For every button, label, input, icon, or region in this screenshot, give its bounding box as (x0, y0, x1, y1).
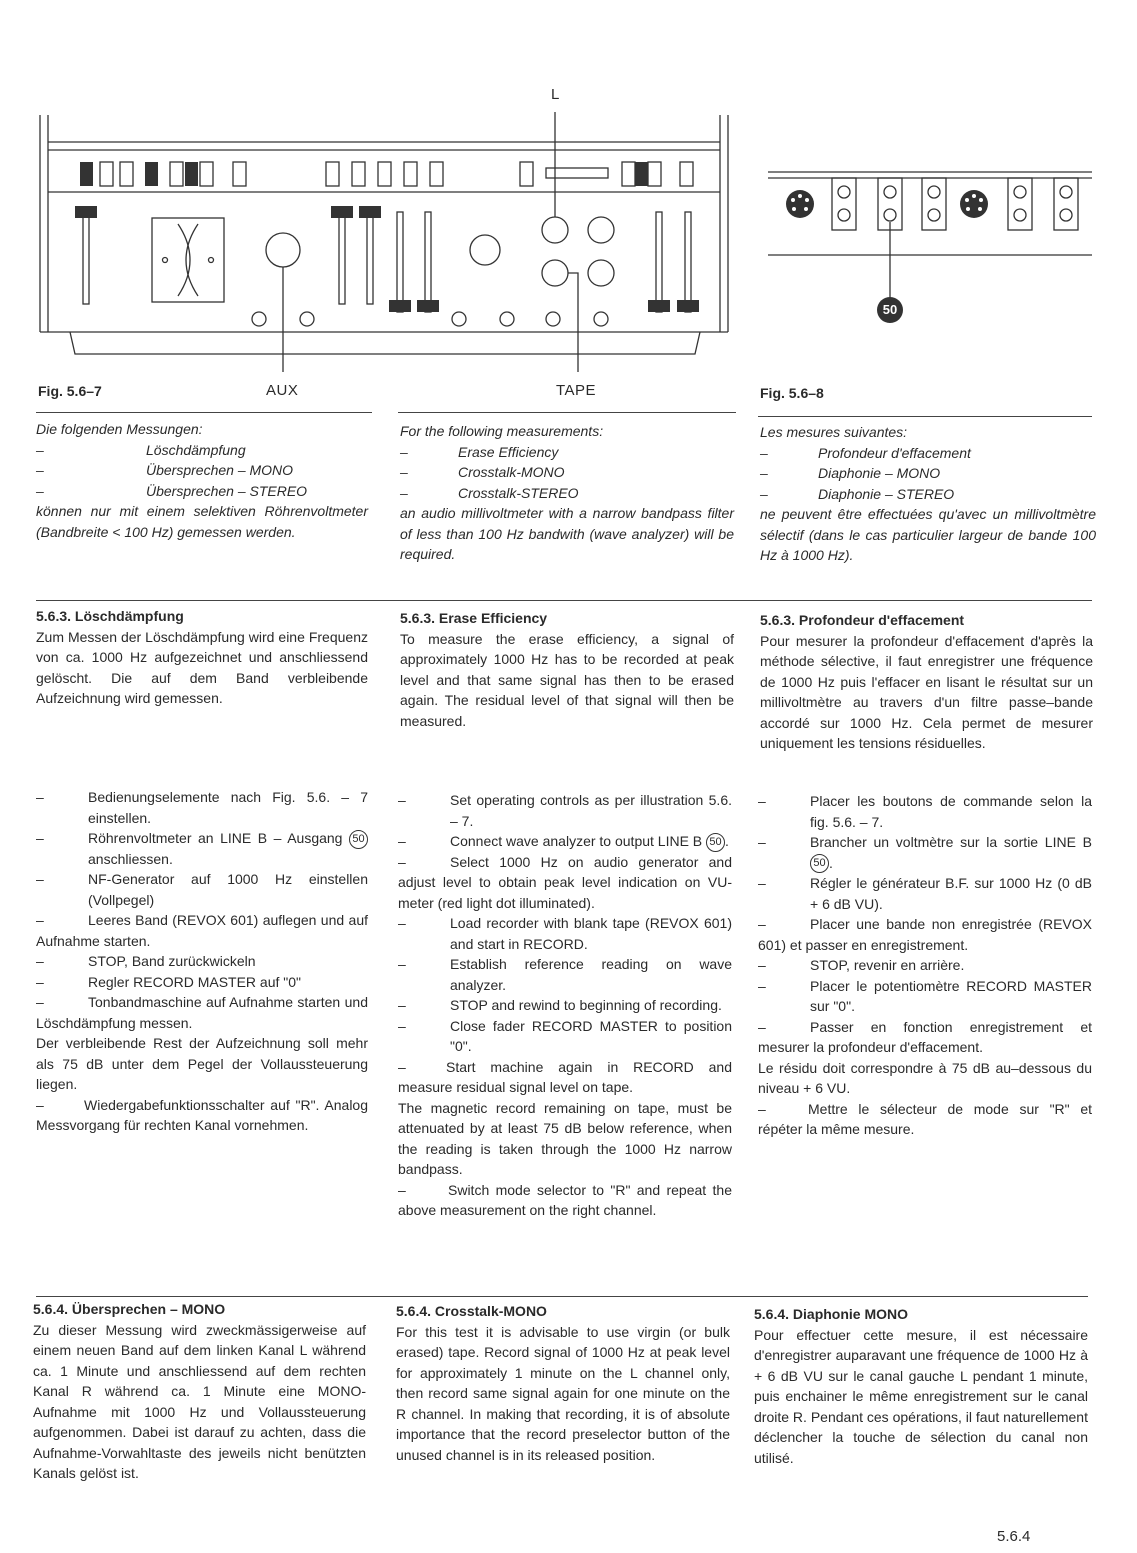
section-5-6-4-en: 5.6.4. Crosstalk-MONO For this test it is advisable to use virgin (or bulk erased) tape. Record signal of 1000 Hz at peak level for approximately 1 minute on the L channel only, then record same signal again for one minute on the R channel. In making that recording, it is of absolute importance that the record preselector button of the unused channel is in its released position. (396, 1303, 730, 1463)
figure-caption-5-6-7: Fig. 5.6–7 (38, 383, 102, 399)
connector-50-ref: 50 (349, 830, 368, 849)
section-5-6-3-en: 5.6.3. Erase Efficiency To measure the erase efficiency, a signal of approximately 1000 Hz has to be recorded at peak level and that same signal has then to be erased again. The residual level of that signal will then be measured. (400, 610, 734, 729)
connector-50-ref: 50 (706, 833, 725, 852)
section-5-6-3-de: 5.6.3. Löschdämpfung Zum Messen der Löschdämpfung wird eine Frequenz von ca. 1000 Hz aufgezeichnet und anschliessend gelöscht. Die auf dem Band verbleibende Aufzeichnung wird gemessen. (36, 608, 368, 706)
section-5-6-4-de: 5.6.4. Übersprechen – MONO Zu dieser Messung wird zweckmässigerweise auf einem neuen Band auf dem linken Kanal L während ca. 1 Minute und anschliessend auf dem rechten Kanal R während ca. 1 Minute eine MONO-Aufnahme mit 1000 Hz und Vollaussteuerung aufgenommen. Dabei ist darauf zu achten, dass die Aufnahme-Vorwahltaste des jeweils nicht benützten Kanals gelöst ist. (33, 1301, 366, 1481)
rear-connector-diagram (760, 160, 1100, 330)
section-5-6-4-fr: 5.6.4. Diaphonie MONO Pour effectuer cette mesure, il est nécessaire d'enregistrer auparavant une fréquence de 1000 Hz à + 6 dB VU sur le canal gauche L pendant 1 minute, puis enchainer le même enregistrement sur le canal droite R. Pendant ces opérations, il faut naturellement déclencher la touche de sélection du canal non utilisé. (754, 1306, 1088, 1466)
figure-label-tape: TAPE (556, 382, 597, 399)
steps-en: – Set operating controls as per illustration 5.6. – 7. – Connect wave analyzer to output LINE B 50 . – Select 1000 Hz on audio generator and adjust level to obtain peak level indication on VU-meter (red light dot illuminated). – Load recorder with blank tape (REVOX 601) and start in RECORD. – Establish reference reading on wave analyzer. – STOP and rewind to beginning of recording. – Close fader RECORD MASTER to position "0". – Start machine again in RECORD and measure residual signal level on tape. The magnetic record remaining on tape, must be attenuated by at least 75 dB below reference, when the reading is taken through the 1000 Hz narrow bandpass. – Switch mode selector to "R" and repeat the above measurement on the right channel. (398, 792, 732, 1219)
figure-label-l: L (551, 86, 560, 103)
section-5-6-3-fr: 5.6.3. Profondeur d'effacement Pour mesurer la profondeur d'effacement d'après la méthode sélective, il faut enregistrer une fréquence de 1000 Hz puis l'effacer en lisant le résultat sur un millivoltmètre au travers d'un filtre passe–bande accordé sur 1000 Hz. Cela permet de mesurer uniquement les tensions résiduelles. (760, 612, 1093, 751)
intro-fr: Les mesures suivantes: – Profondeur d'effacement – Diaphonie – MONO – Diaphonie – STEREO ne peuvent être effectuées qu'avec un millivoltmètre sélectif (dans le cas particulier largeur de bande 100 Hz à 1000 Hz). (760, 424, 1096, 563)
connector-badge-50: 50 (877, 297, 903, 323)
section-heading: 5.6.4. Crosstalk-MONO (396, 1303, 547, 1319)
intro-de: Die folgenden Messungen: – Löschdämpfung – Übersprechen – MONO – Übersprechen – STEREO können nur mit einem selektiven Röhrenvoltmeter (Bandbreite < 100 Hz) gemessen werden. (36, 421, 368, 540)
figure-caption-5-6-8: Fig. 5.6–8 (760, 385, 824, 401)
section-heading: 5.6.4. Diaphonie MONO (754, 1306, 909, 1322)
section-heading: 5.6.3. Erase Efficiency (400, 610, 548, 626)
intro-en: For the following measurements: – Erase Efficiency – Crosstalk-MONO – Crosstalk-STEREO an audio millivoltmeter with a narrow bandpass filter of less than 100 Hz bandwith (wave analyzer) will be required. (400, 423, 734, 562)
section-heading: 5.6.3. Profondeur d'effacement (760, 612, 965, 628)
steps-de: – Bedienungselemente nach Fig. 5.6. – 7 einstellen. – Röhrenvoltmeter an LINE B – Ausgang 50 anschliessen. – NF-Generator auf 1000 Hz einstellen (Vollpegel) – Leeres Band (REVOX 601) auflegen und auf Aufnahme starten. – STOP, Band zurückwickeln – Regler RECORD MASTER auf "0" – Tonbandmaschine auf Aufnahme starten und Löschdämpfung messen. Der verbleibende Rest der Aufzeichnung soll mehr als 75 dB unter dem Pegel der Vollaussteuerung liegen. – Wiedergabefunktionsschalter auf "R". Analog Messvorgang für rechten Kanal vornehmen. (36, 789, 368, 1134)
section-heading: 5.6.3. Löschdämpfung (36, 608, 184, 624)
section-heading: 5.6.4. Übersprechen – MONO (33, 1301, 226, 1317)
figure-label-aux: AUX (266, 382, 299, 399)
front-panel-diagram (30, 100, 740, 375)
connector-50-ref: 50 (810, 854, 829, 873)
steps-fr: – Placer les boutons de commande selon la fig. 5.6. – 7. – Brancher un voltmètre sur la sortie LINE B 50 . – Régler le générateur B.F. sur 1000 Hz (0 dB + 6 dB VU). – Placer une bande non enregistrée (REVOX 601) et passer en enregistrement. – STOP, revenir en arrière. – Placer le potentiomètre RECORD MASTER sur "0". – Passer en fonction enregistrement et mesurer la profondeur d'effacement. Le résidu doit correspondre à 75 dB au–dessous du niveau + 6 VU. – Mettre le sélecteur de mode sur "R" et répéter la même mesure. (758, 793, 1092, 1138)
page-number: 5.6.4 (997, 1528, 1031, 1545)
